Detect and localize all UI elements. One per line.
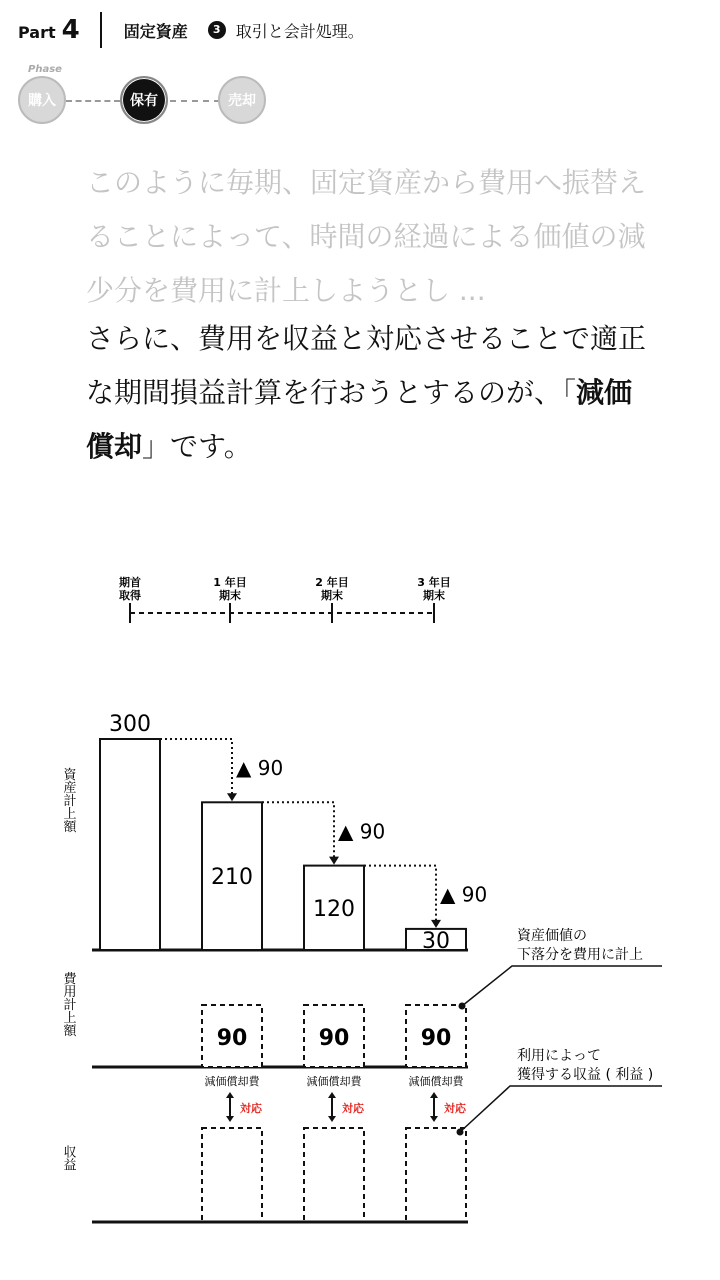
arrow-down-icon [328,1116,336,1122]
decrease-label: ▲ 90 [440,882,488,907]
expense-axis-label: 費用計上額 [60,971,76,1037]
phase-label: Phase [28,64,62,75]
asset-bar-value: 210 [211,865,253,891]
timeline-label: 期末 [219,589,241,602]
expense-value: 90 [318,1026,350,1051]
timeline-label: 1 年目 [213,576,247,589]
phase-step-sell: 売却 [218,76,266,124]
revenue-box [304,1128,364,1222]
timeline-label: 3 年目 [417,576,451,589]
revenue-axis-label: 収益 [60,1145,76,1171]
arrow-down-icon [227,793,237,801]
timeline-label: 期首 [119,576,141,589]
asset-bar-value: 30 [422,929,450,954]
asset-bar-value: 300 [109,712,151,737]
part-number: 4 [61,15,80,45]
callout-expense-line1: 資産価値の [517,928,587,944]
phase-step-hold: 保有 [120,76,168,124]
callout-revenue-line2: 獲得する収益 ( 利益 ) [517,1067,654,1083]
decrease-label: ▲ 90 [338,819,386,844]
timeline [119,575,451,623]
expense-name: 減価償却費 [408,1075,464,1088]
arrow-up-icon [328,1092,336,1098]
timeline-label: 2 年目 [315,576,349,589]
match-label: 対応 [444,1102,466,1115]
revenue-box [406,1128,466,1222]
decrease-connector [262,802,334,857]
callout-revenue-line1: 利用によって [517,1048,601,1064]
revenue-box [202,1128,262,1222]
step-number-badge: 3 [208,21,226,39]
arrow-down-icon [226,1116,234,1122]
arrow-up-icon [226,1092,234,1098]
expense-name: 減価償却費 [204,1075,260,1088]
phase-step-purchase: 購入 [18,76,66,124]
main-paragraph: さらに、費用を収益と対応させることで適正な期間損益計算を行おうとするのが、「減価償却」です。 [86,322,647,463]
expense-value: 90 [216,1026,248,1051]
arrow-down-icon [431,920,441,928]
callout-expense [459,927,663,1010]
callout-expense-line2: 下落分を費用に計上 [517,947,643,963]
part-label: Part 4 [18,15,80,45]
keyword-depreciation: 減価償却 [86,376,633,463]
arrow-down-icon [430,1116,438,1122]
expense-value: 90 [420,1026,452,1051]
match-label: 対応 [240,1102,262,1115]
arrow-down-icon [329,857,339,865]
arrow-up-icon [430,1092,438,1098]
timeline-label: 期末 [321,589,343,602]
timeline-label: 取得 [119,589,141,602]
faded-paragraph: このように毎期、固定資産から費用へ振替えることによって、時間の経過による価値の減少分を費用に計上しようとし ... [86,166,647,307]
decrease-connector [364,866,436,921]
callout-revenue [457,1047,663,1136]
asset-axis-label: 資産計上額 [60,767,76,833]
match-label: 対応 [342,1102,364,1115]
decrease-label: ▲ 90 [236,756,284,780]
timeline-label: 期末 [423,589,445,602]
asset-bar-value: 120 [313,896,355,922]
expense-name: 減価償却費 [306,1075,362,1088]
asset-bar [100,739,160,950]
decrease-connector [160,739,232,794]
section-title: 固定資産 [123,21,188,41]
subsection-title: 取引と会計処理。 [235,21,364,41]
